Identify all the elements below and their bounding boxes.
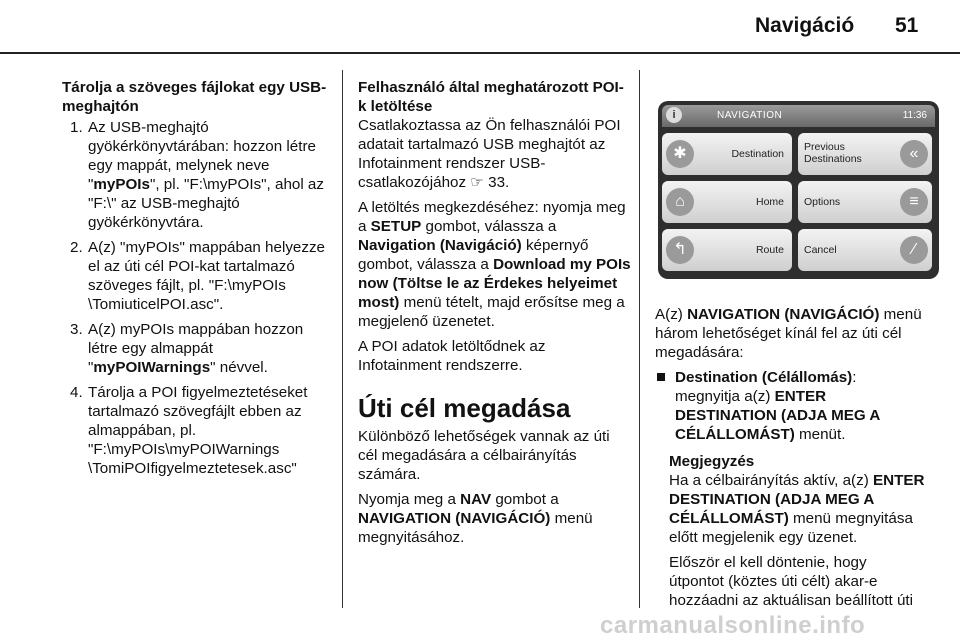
button-label: Previous Destinations	[804, 141, 862, 165]
text: menüt.	[794, 426, 846, 443]
options-icon: ≡	[900, 188, 928, 216]
bullet-marker	[657, 373, 665, 381]
step-text: Az USB-meghajtó gyökérkönyvtárában: hozzon létre egy mappát, melynek neve "	[88, 119, 316, 193]
poi-download-heading: Felhasználó által meghatározott POI-k letöltése	[358, 79, 624, 115]
navigation-screen-image	[652, 88, 945, 291]
text: menü megnyitása előtt megjelenik egy üzenet.	[669, 510, 913, 546]
text: gombot, válassza a	[421, 218, 557, 235]
column-2	[358, 78, 632, 553]
enter-destination-menu: ENTER DESTINATION (ADJA MEG A CÉLÁLLOMÁST)	[675, 388, 880, 443]
previous-destinations-button[interactable]	[798, 133, 932, 175]
navigation-key: Navigation (Navigáció)	[358, 237, 522, 254]
step-rest: ", pl. "F:\myPOIs", ahol az "F:\" az USB-meghajtó gyökérkönyvtára.	[88, 176, 324, 231]
home-button[interactable]	[662, 181, 792, 223]
page-number: 51	[895, 14, 919, 37]
button-label: Options	[804, 196, 841, 208]
paragraph-connect-usb: Csatlakoztassa az Ön felhasználói POI adatait tartalmazó USB meghajtót az Infotainment rendszer USB-csatlakozójához ☞ 33.	[358, 117, 621, 191]
destination-option: Destination (Célállomás)	[675, 369, 853, 386]
download-menu-item: Download my POIs now (Töltse le az Érdekes helyeimet most)	[358, 256, 631, 311]
button-label: Cancel	[804, 244, 837, 256]
step-text: A(z) "myPOIs" mappában helyezze el az úti cél POI-kat tartalmazó szöveges fájlt, pl. "F:\myPOIs \TomiuticelPOI.asc".	[88, 239, 326, 313]
text: gombot a	[491, 491, 559, 508]
step-2	[62, 238, 330, 314]
navigation-menu-name: NAVIGATION (NAVIGÁCIÓ)	[687, 306, 880, 323]
button-label: Home	[755, 196, 784, 208]
step-3	[62, 320, 330, 377]
step-bold: myPOIs	[93, 176, 150, 193]
step-text: A(z) myPOIs mappában hozzon létre egy almappát "	[88, 321, 304, 376]
text: : megnyitja a(z)	[675, 369, 857, 405]
options-button[interactable]	[798, 181, 932, 223]
button-label: Route	[755, 244, 784, 256]
column-3	[655, 305, 925, 616]
nav-key: NAV	[460, 491, 492, 508]
steps-list	[62, 118, 330, 478]
screen-frame	[658, 101, 939, 279]
text: A(z)	[655, 306, 688, 323]
paragraph-press-nav	[358, 490, 632, 547]
button-label: Destination	[731, 148, 784, 160]
paragraph-download-info: A POI adatok letöltődnek az Infotainment rendszerre.	[358, 338, 546, 374]
page-header-title: Navigáció	[755, 14, 855, 37]
info-icon: i	[666, 107, 682, 123]
watermark: carmanualsonline.info	[600, 612, 866, 639]
note-heading: Megjegyzés	[669, 453, 755, 470]
setup-key: SETUP	[370, 218, 422, 235]
cancel-button[interactable]	[798, 229, 932, 271]
cancel-icon: ∕	[900, 236, 928, 264]
header-rule	[0, 52, 960, 54]
step-rest: " névvel.	[210, 359, 268, 376]
step-text: Tárolja a POI figyelmeztetéseket tartalmazó szövegfájlt ebben az almappában, pl. "F:\myPOIs\myPOIWarnings \TomiPOIfigyelmeztetesek.asc"	[88, 384, 308, 477]
text: menü három lehetőséget kínál fel az úti cél megadására:	[655, 306, 922, 361]
step-number: 1.	[70, 119, 83, 136]
home-icon: ⌂	[666, 188, 694, 216]
enter-destination-menu: ENTER DESTINATION (ADJA MEG A CÉLÁLLOMÁST)	[669, 472, 925, 527]
screen-title: NAVIGATION	[717, 110, 783, 121]
step-1	[62, 118, 330, 232]
text: A letöltés megkezdéséhez: nyomja meg a	[358, 199, 626, 235]
step-number: 2.	[70, 239, 83, 256]
column-divider-2	[639, 70, 640, 608]
destination-icon: ✱	[666, 140, 694, 168]
paragraph-options: Különböző lehetőségek vannak az úti cél megadására a célbairányítás számára.	[358, 428, 610, 483]
destination-section-heading: Úti cél megadása	[358, 393, 571, 423]
step-number: 3.	[70, 321, 83, 338]
route-icon: ↰	[666, 236, 694, 264]
note-text	[669, 471, 925, 547]
bullet-destination	[655, 368, 925, 444]
step-4	[62, 383, 330, 478]
text: Ha a célbairányítás aktív, a(z)	[669, 472, 873, 489]
route-button[interactable]	[662, 229, 792, 271]
text: képernyő gombot, válassza a	[358, 237, 589, 273]
screen-clock: 11:36	[902, 110, 927, 121]
text: menü megnyitásához.	[358, 510, 593, 546]
usb-storage-heading: Tárolja a szöveges fájlokat egy USB-meghajtón	[62, 79, 327, 115]
screen-title-bar	[662, 105, 935, 127]
paragraph-start-download	[358, 198, 632, 331]
step-bold: myPOIWarnings	[93, 359, 211, 376]
column-1	[62, 78, 330, 484]
paragraph-waypoint: Először el kell döntenie, hogy útpontot (köztes úti célt) akar-e hozzáadni az aktuálisan beállított úti	[669, 554, 914, 609]
text: Nyomja meg a	[358, 491, 461, 508]
step-number: 4.	[70, 384, 83, 401]
note-block	[655, 452, 925, 610]
navigation-menu-name: NAVIGATION (NAVIGÁCIÓ)	[358, 510, 551, 527]
history-icon: «	[900, 140, 928, 168]
paragraph-menu-options	[655, 305, 925, 362]
destination-button[interactable]	[662, 133, 792, 175]
column-divider-1	[342, 70, 343, 608]
text: menü tételt, majd erősítse meg a megjelenő üzenetet.	[358, 294, 625, 330]
